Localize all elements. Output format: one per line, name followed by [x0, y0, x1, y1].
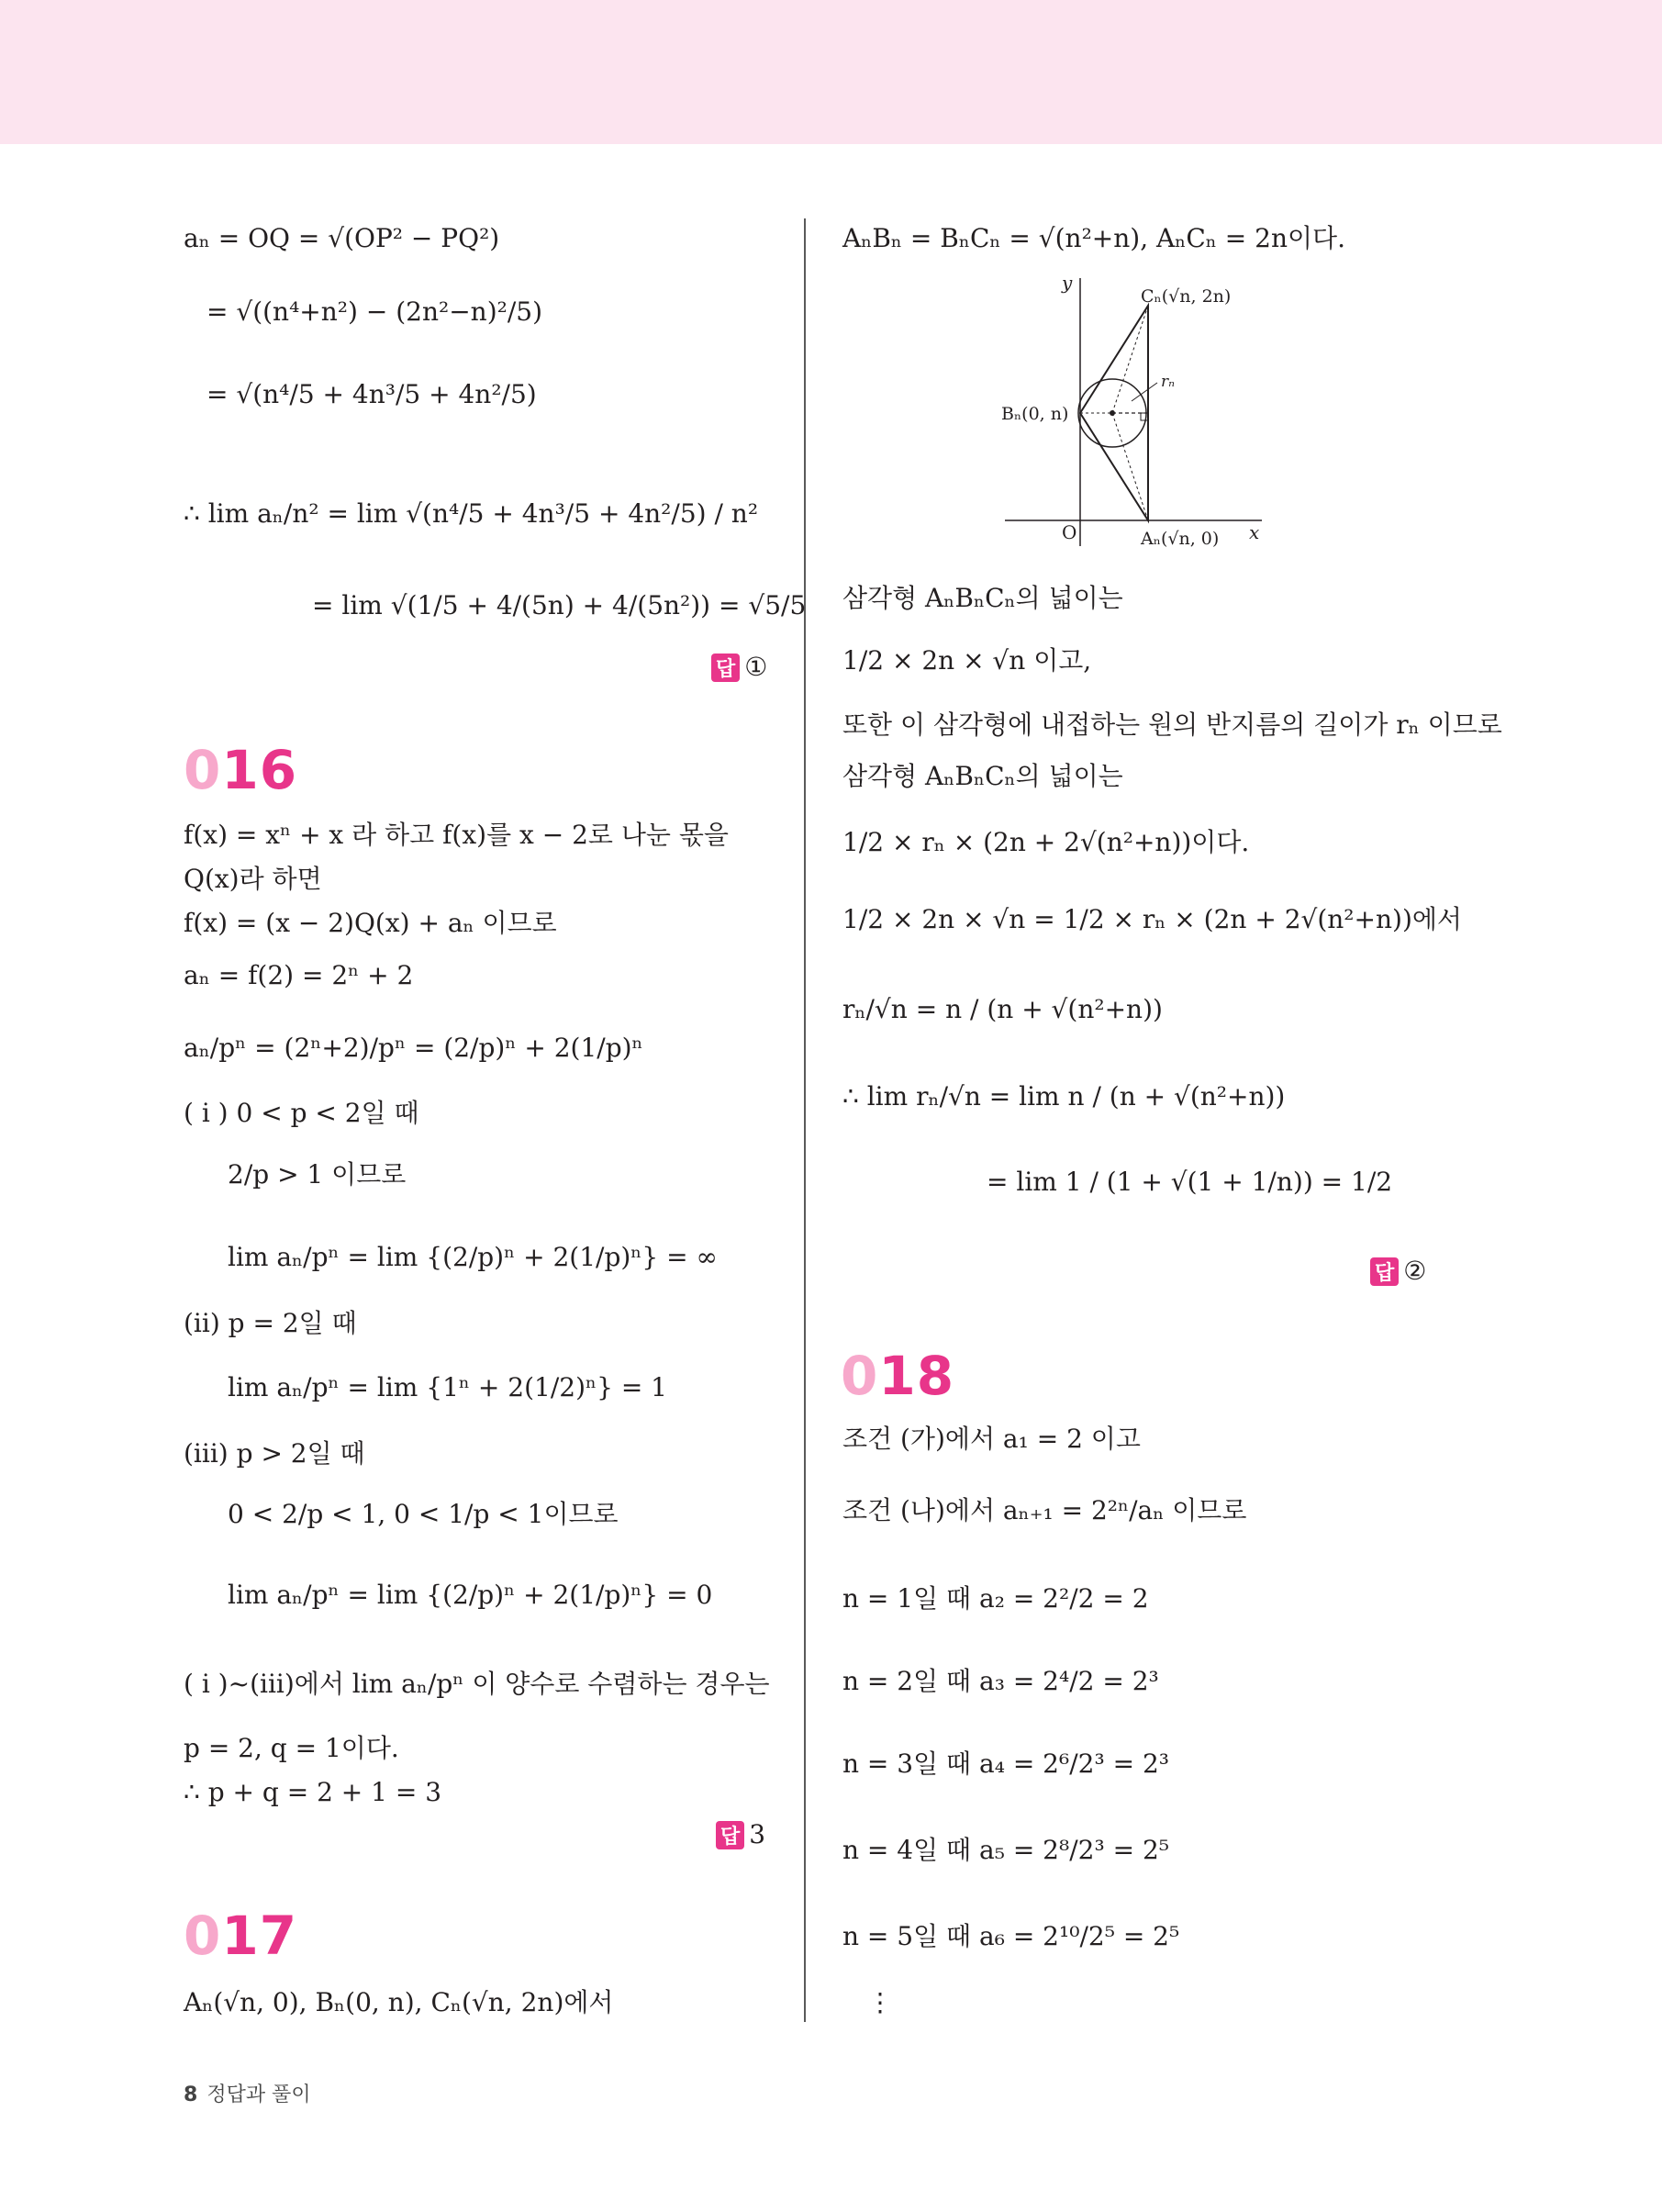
page-footer: [184, 2079, 311, 2107]
r-label: rₙ: [1161, 373, 1176, 391]
s016-line-12: 0 < 2/p < 1, 0 < 1/p < 1이므로: [228, 1499, 619, 1529]
s015-line-3: = √(n⁴/5 + 4n³/5 + 4n²/5): [206, 379, 537, 409]
s017-answer: [1370, 1256, 1426, 1286]
center-dot: [1110, 410, 1115, 416]
section-number-rest: 17: [221, 1905, 298, 1967]
s017-line-1: Aₙ(√n, 0), Bₙ(0, n), Cₙ(√n, 2n)에서: [184, 1987, 614, 2017]
right-angle-mark: [1141, 413, 1148, 420]
s016-line-5: aₙ/pⁿ = (2ⁿ+2)/pⁿ = (2/p)ⁿ + 2(1/p)ⁿ: [184, 1033, 643, 1063]
s018-line-3: n = 1일 때 a₂ = 2²/2 = 2: [842, 1583, 1149, 1614]
s018-line-6: n = 4일 때 a₅ = 2⁸/2³ = 2⁵: [842, 1835, 1169, 1865]
s016-line-16: ∴ p + q = 2 + 1 = 3: [184, 1777, 442, 1807]
s017-right-line-4: 또한 이 삼각형에 내접하는 원의 반지름의 길이가 rₙ 이므로: [842, 709, 1502, 740]
answer-tag: 답: [716, 1821, 744, 1849]
section-number-rest: 16: [221, 739, 298, 801]
s017-right-line-7: 1/2 × 2n × √n = 1/2 × rₙ × (2n + 2√(n²+n))에서: [842, 904, 1462, 934]
answer-tag: 답: [711, 654, 740, 682]
s017-right-line-10: = lim 1 / (1 + √(1 + 1/n)) = 1/2: [987, 1167, 1393, 1197]
section-number-prefix: 0: [841, 1345, 879, 1407]
s016-line-2: Q(x)라 하면: [184, 864, 322, 894]
s018-line-8: ⋮: [867, 1987, 893, 2017]
s016-line-11: (iii) p > 2일 때: [184, 1438, 365, 1469]
y-label: y: [1062, 272, 1073, 294]
s016-line-15: p = 2, q = 1이다.: [184, 1733, 399, 1763]
section-number-prefix: 0: [184, 1905, 222, 1967]
s016-line-10: lim aₙ/pⁿ = lim {1ⁿ + 2(1/2)ⁿ} = 1: [228, 1372, 667, 1402]
s018-line-7: n = 5일 때 a₆ = 2¹⁰/2⁵ = 2⁵: [842, 1921, 1180, 1951]
s015-answer: [711, 652, 767, 682]
page-number: 8: [184, 2084, 198, 2106]
answer-value: 3: [749, 1819, 766, 1849]
answer-tag: 답: [1370, 1257, 1399, 1286]
s016-line-7: 2/p > 1 이므로: [228, 1159, 407, 1190]
s018-line-4: n = 2일 때 a₃ = 2⁴/2 = 2³: [842, 1666, 1159, 1696]
section-number-rest: 18: [878, 1345, 955, 1407]
s017-right-line-1: AₙBₙ = BₙCₙ = √(n²+n), AₙCₙ = 2n이다.: [842, 223, 1345, 253]
c-label: Cₙ(√n, 2n): [1141, 286, 1232, 307]
column-divider: [804, 218, 806, 2022]
s015-line-4: ∴ lim aₙ/n² = lim √(n⁴/5 + 4n³/5 + 4n²/5) / n²: [184, 498, 759, 529]
s017-right-line-2: 삼각형 AₙBₙCₙ의 넓이는: [842, 583, 1123, 613]
s015-line-5: = lim √(1/5 + 4/(5n) + 4/(5n²)) = √5/5: [312, 590, 807, 620]
s017-right-line-3: 1/2 × 2n × √n 이고,: [842, 645, 1092, 676]
s016-line-14: ( i )~(iii)에서 lim aₙ/pⁿ 이 양수로 수렴하는 경우는: [184, 1669, 770, 1699]
s018-line-2: 조건 (나)에서 aₙ₊₁ = 2²ⁿ/aₙ 이므로: [842, 1495, 1247, 1525]
header-band: [0, 0, 1662, 144]
s016-line-1: f(x) = xⁿ + x 라 하고 f(x)를 x − 2로 나눈 몫을: [184, 820, 729, 850]
x-label: x: [1249, 521, 1260, 543]
s016-line-13: lim aₙ/pⁿ = lim {(2/p)ⁿ + 2(1/p)ⁿ} = 0: [228, 1580, 713, 1610]
section-number-prefix: 0: [184, 739, 222, 801]
s016-line-4: aₙ = f(2) = 2ⁿ + 2: [184, 960, 414, 990]
section-title-016: [184, 739, 297, 801]
section-title-018: [841, 1345, 954, 1407]
answer-value: ①: [744, 652, 768, 682]
b-label: Bₙ(0, n): [1001, 404, 1069, 424]
section-title-017: [184, 1905, 297, 1967]
s017-right-line-6: 1/2 × rₙ × (2n + 2√(n²+n))이다.: [842, 827, 1250, 857]
s016-line-6: ( i ) 0 < p < 2일 때: [184, 1098, 419, 1128]
s016-line-8: lim aₙ/pⁿ = lim {(2/p)ⁿ + 2(1/p)ⁿ} = ∞: [228, 1242, 718, 1272]
s017-right-line-8: rₙ/√n = n / (n + √(n²+n)): [842, 994, 1163, 1024]
footer-label: 정답과 풀이: [206, 2084, 311, 2106]
s018-line-5: n = 3일 때 a₄ = 2⁶/2³ = 2³: [842, 1748, 1169, 1779]
s016-line-3: f(x) = (x − 2)Q(x) + aₙ 이므로: [184, 908, 557, 938]
s018-line-1: 조건 (가)에서 a₁ = 2 이고: [842, 1424, 1141, 1454]
a-label: Aₙ(√n, 0): [1141, 529, 1220, 549]
s017-right-line-9: ∴ lim rₙ/√n = lim n / (n + √(n²+n)): [842, 1081, 1286, 1112]
s017-right-line-5: 삼각형 AₙBₙCₙ의 넓이는: [842, 761, 1123, 791]
origin-label: O: [1062, 521, 1077, 543]
s016-line-9: (ii) p = 2일 때: [184, 1308, 357, 1338]
answer-value: ②: [1403, 1256, 1427, 1286]
s015-line-2: = √((n⁴+n²) − (2n²−n)²/5): [206, 296, 543, 327]
s016-answer: [716, 1819, 765, 1849]
s015-line-1: aₙ = OQ = √(OP² − PQ²): [184, 223, 500, 253]
r-leader: [1132, 383, 1157, 401]
triangle-diagram: [996, 271, 1271, 555]
